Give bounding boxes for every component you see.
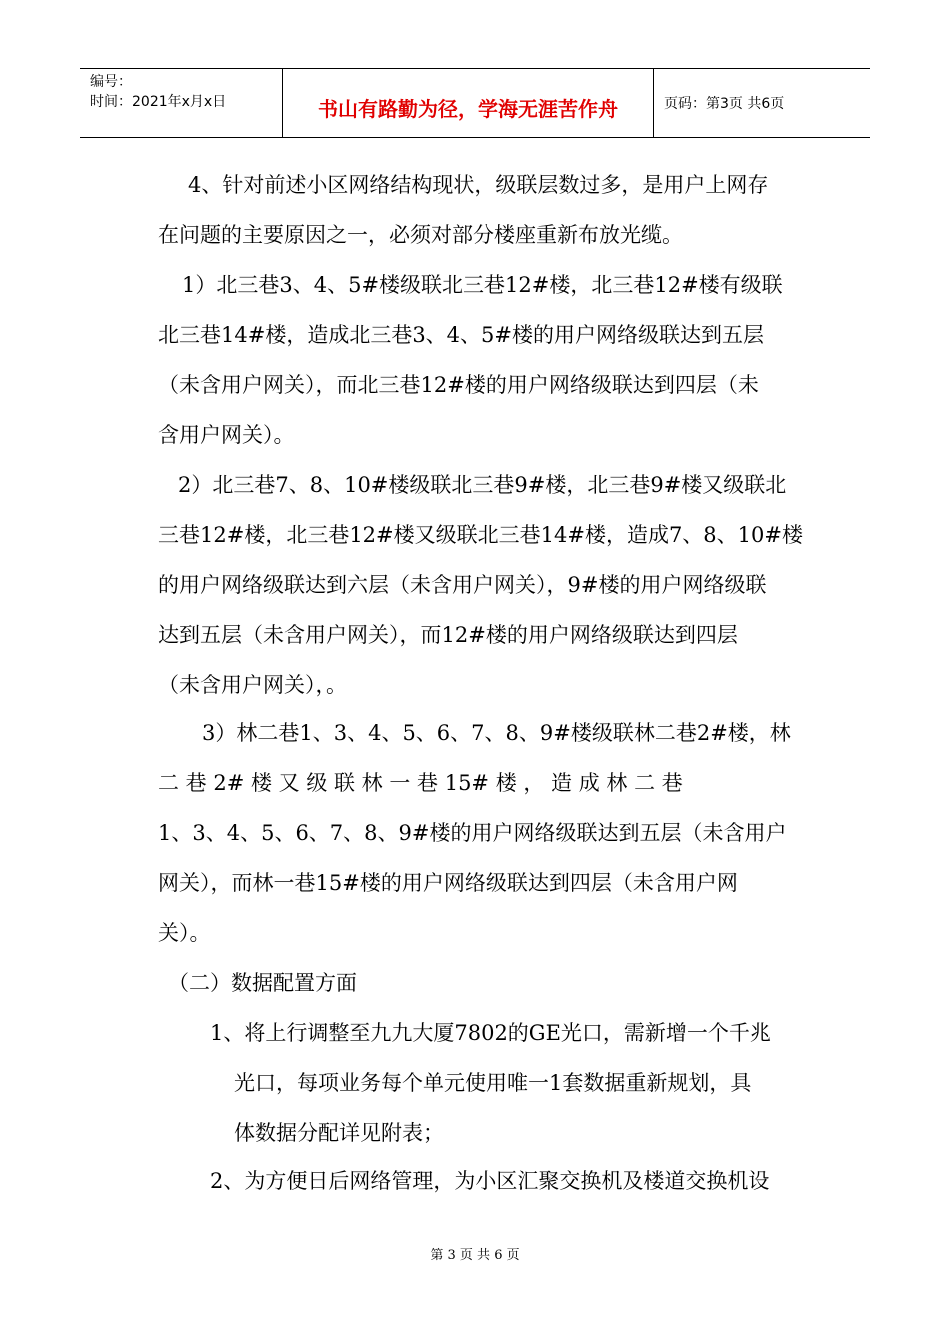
body-line: 3）林二巷1、3、4、5、6、7、8、9#楼级联林二巷2#楼，林: [202, 721, 791, 745]
body-line: 网关），而林一巷15#楼的用户网络级联达到四层（未含用户网: [158, 871, 738, 895]
motto-text: 书山有路勤为径，学海无涯苦作舟: [318, 97, 618, 121]
body-line: 2、为方便日后网络管理，为小区汇聚交换机及楼道交换机设: [210, 1169, 770, 1193]
body-line: （未含用户网关），。: [158, 673, 347, 697]
body-line: （未含用户网关），而北三巷12#楼的用户网络级联达到四层（未: [158, 373, 759, 397]
body-line: 达到五层（未含用户网关），而12#楼的用户网络级联达到四层: [158, 623, 738, 647]
number-label: 编号：: [90, 74, 132, 90]
body-line: 二 巷 2# 楼 又 级 联 林 一 巷 15# 楼 ， 造 成 林 二 巷: [158, 771, 683, 795]
body-line: 关）。: [158, 921, 211, 945]
page-header: [80, 68, 870, 138]
body-line: 1、将上行调整至九九大厦7802的GE光口，需新增一个千兆: [210, 1021, 771, 1045]
time-label: 时间：2021年x月x日: [90, 94, 227, 110]
body-line: 含用户网关）。: [158, 423, 295, 447]
header-page-cell: [664, 69, 870, 137]
page-footer: 第 3 页 共 6 页: [430, 1248, 520, 1263]
body-line: 三巷12#楼，北三巷12#楼又级联北三巷14#楼，造成7、8、10#楼: [158, 523, 803, 547]
body-line: 4、针对前述小区网络结构现状，级联层数过多，是用户上网存: [188, 173, 769, 197]
section-heading: （二）数据配置方面: [168, 971, 357, 995]
header-meta-cell: [80, 69, 283, 137]
page-info: 页码：第3页 共6页: [664, 96, 785, 112]
body-line: 1、3、4、5、6、7、8、9#楼的用户网络级联达到五层（未含用户: [158, 821, 787, 845]
body-line: 光口，每项业务每个单元使用唯一1套数据重新规划，具: [234, 1071, 752, 1095]
body-line: 体数据分配详见附表；: [234, 1121, 444, 1145]
body-line: 在问题的主要原因之一，必须对部分楼座重新布放光缆。: [158, 223, 683, 247]
header-motto-cell: [283, 69, 654, 137]
body-line: 的用户网络级联达到六层（未含用户网关），9#楼的用户网络级联: [158, 573, 767, 597]
body-line: 北三巷14#楼，造成北三巷3、4、5#楼的用户网络级联达到五层: [158, 323, 764, 347]
body-line: 2）北三巷7、8、10#楼级联北三巷9#楼，北三巷9#楼又级联北: [178, 473, 787, 497]
body-line: 1）北三巷3、4、5#楼级联北三巷12#楼，北三巷12#楼有级联: [182, 273, 783, 297]
